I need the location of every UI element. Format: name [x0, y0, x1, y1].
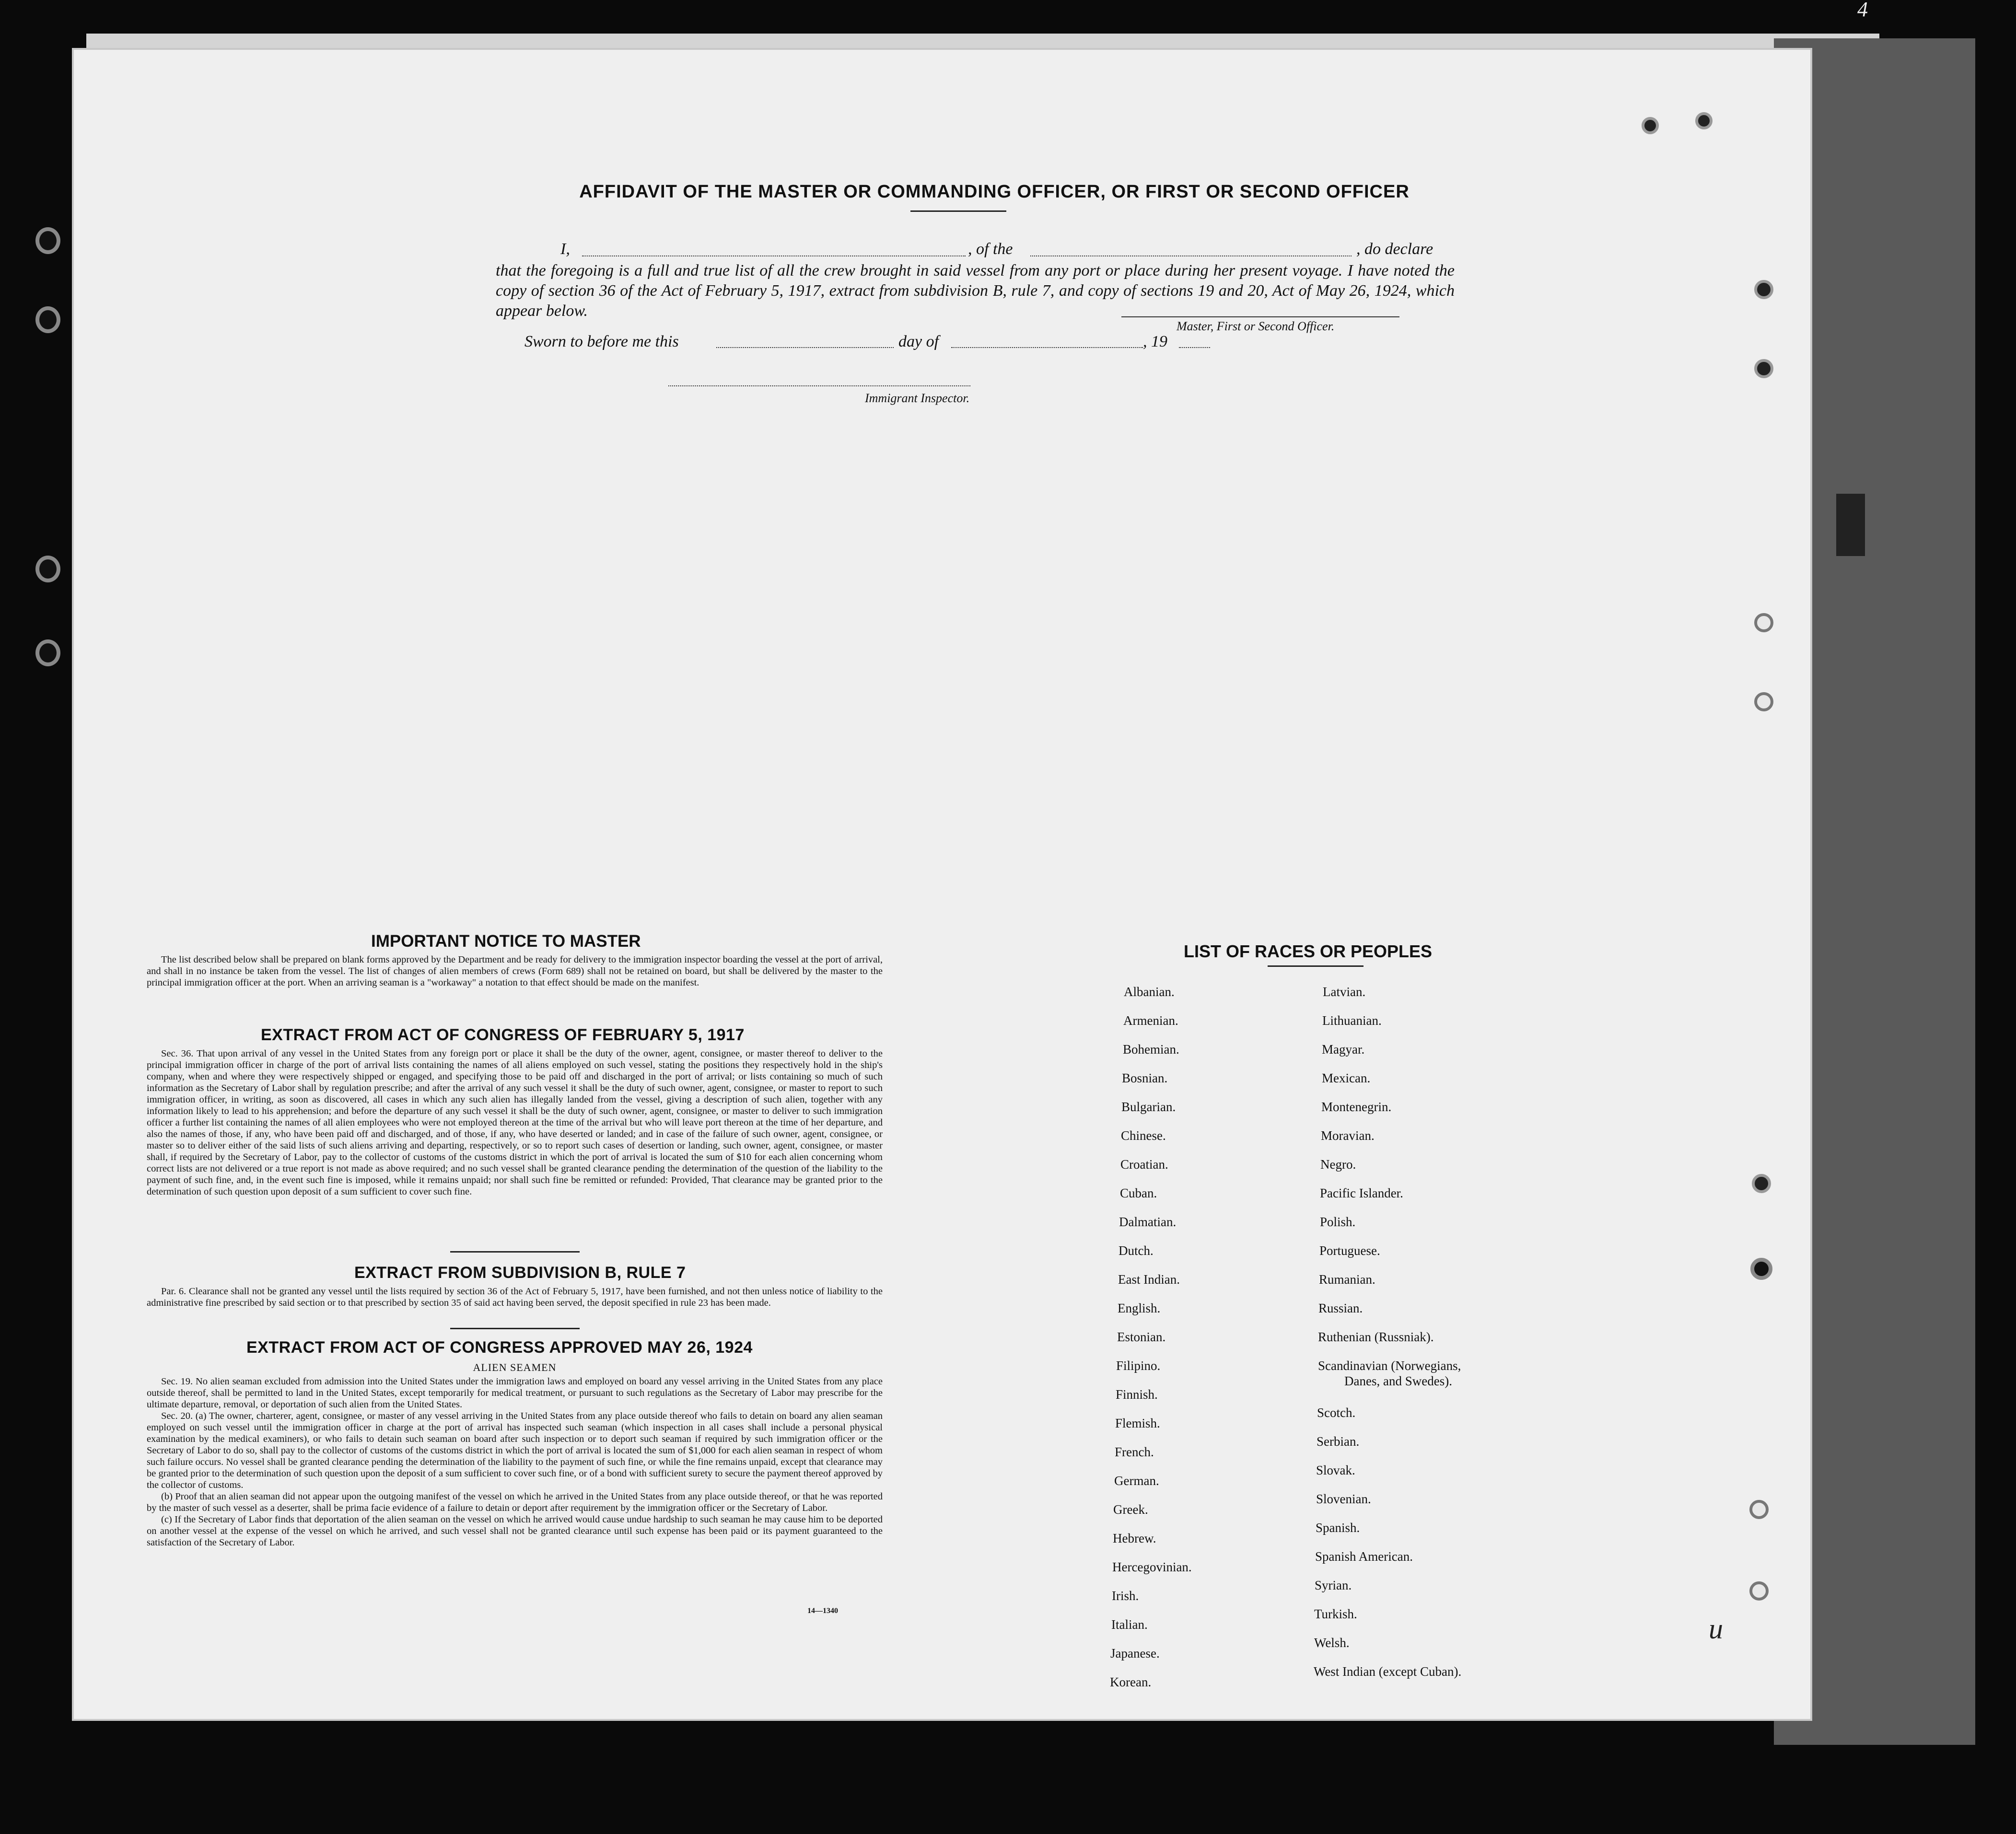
punch-hole	[1749, 1581, 1769, 1601]
race-item: Russian.	[1318, 1301, 1363, 1315]
race-item: Dutch.	[1119, 1243, 1154, 1258]
race-item: Pacific Islander.	[1320, 1186, 1403, 1200]
declaration-line	[493, 239, 1515, 260]
punch-hole	[1754, 359, 1773, 378]
punch-hole	[1754, 692, 1773, 711]
sec-19-text: Sec. 19. No alien seaman excluded from admission into the United States under the immigration laws and employed on board any vessel arriving in the United States from any place outside thereof, shall be permitted to land in the United States, except temporarily for medical treatment, or pursuant to such regulations as the Secretary of Labor may prescribe for the ultimate departure, removal, or deportation of such alien from the United States.	[147, 1376, 883, 1410]
sec-20b-text: (b) Proof that an alien seaman did not appear upon the outgoing manifest of the vessel on which he arrived in the United States from any place outside thereof, or that he was reported by the master of such vessel as a deserter, shall be prima facie evidence of a failure to detain or deport after requirement by the immigration officer or the Secretary of Labor.	[147, 1491, 883, 1513]
race-item: Portuguese.	[1319, 1243, 1380, 1258]
extract-1917-title: EXTRACT FROM ACT OF CONGRESS OF FEBRUARY 5, 1917	[261, 1026, 745, 1044]
race-item: Scandinavian (Norwegians,	[1318, 1358, 1461, 1373]
race-item: Hercegovinian.	[1112, 1560, 1192, 1574]
sworn-line	[524, 332, 1292, 353]
race-item: Syrian.	[1315, 1578, 1352, 1592]
race-item: Serbian.	[1317, 1434, 1360, 1449]
handwritten-page-number: 4	[1857, 0, 1868, 21]
document-page	[72, 0, 1868, 1721]
punch-hole	[1642, 117, 1659, 134]
inspector-label: Immigrant Inspector.	[865, 391, 970, 405]
race-item: Negro.	[1320, 1157, 1356, 1172]
vessel-field[interactable]	[1030, 255, 1352, 256]
race-item: Ruthenian (Russniak).	[1318, 1330, 1434, 1344]
race-item: Polish.	[1320, 1215, 1356, 1229]
race-item: Chinese.	[1121, 1128, 1166, 1143]
sworn-year-field[interactable]	[1179, 347, 1210, 348]
extract-1924-body	[147, 1376, 883, 1548]
race-item: English.	[1118, 1301, 1161, 1315]
punch-hole	[35, 639, 60, 666]
notice-text: The list described below shall be prepared on blank forms approved by the Department and be ready for delivery to the immigration inspector boarding the vessel at the port of arrival, and shall in no instance be taken from the vessel. The list of changes of alien members of crews (Form 689) shall not be retained on board, but shall be delivered by the master to the principal immigration officer at the port. When an arriving seaman is a "workaway" a notation to that effect should be made on the manifest.	[147, 954, 883, 988]
title-underline	[910, 210, 1006, 212]
declaration-i: I,	[560, 240, 570, 258]
name-field[interactable]	[582, 255, 966, 256]
race-item: Slovenian.	[1316, 1492, 1371, 1506]
punch-hole	[1750, 1258, 1772, 1280]
signature-line[interactable]	[1121, 316, 1399, 317]
inspector-signature-line[interactable]	[668, 385, 970, 386]
race-item: Greek.	[1113, 1502, 1148, 1517]
race-item: Albanian.	[1124, 985, 1175, 999]
race-item: West Indian (except Cuban).	[1314, 1664, 1462, 1679]
declaration-text: that the foregoing is a full and true list of all the crew brought in said vessel from any port or place during her present voyage. I have noted the copy of section 36 of the Act of February 5, 1917, extract from subdivision B, rule 7, and copy of sections 19 and 20, Act of May 26, 1924, which appear below.	[496, 262, 1455, 320]
affidavit-title: AFFIDAVIT OF THE MASTER OR COMMANDING OFFICER, OR FIRST OR SECOND OFFICER	[579, 182, 1410, 202]
form-number: 14—1340	[807, 1607, 838, 1615]
race-item: East Indian.	[1118, 1272, 1180, 1287]
race-item: Flemish.	[1115, 1416, 1160, 1430]
race-item: Croatian.	[1120, 1157, 1168, 1172]
extract-1924-title: EXTRACT FROM ACT OF CONGRESS APPROVED MAY 26, 1924	[246, 1338, 753, 1357]
race-item: Magyar.	[1322, 1042, 1365, 1056]
race-item: Bosnian.	[1122, 1071, 1168, 1085]
sworn-day-of: day of	[898, 333, 939, 350]
race-item: Armenian.	[1123, 1013, 1178, 1028]
punch-hole	[35, 306, 60, 333]
race-item: Scotch.	[1317, 1405, 1356, 1420]
extract-1917-text: Sec. 36. That upon arrival of any vessel in the United States from any foreign port or place it shall be the duty of the owner, agent, consignee, or master thereof to deliver to the principal immigration officer in charge of the port of arrival lists containing the names of all aliens employed on such vessel, stating the positions they respectively hold in the ship's company, when and where they were respectively shipped or engaged, and specifying those to be paid off and discharged in the port of arrival; or lists containing so much of such information as the Secretary of Labor shall by regulation prescribe; and after the arrival of any such vessel it shall be the duty of such owner, agent, consignee, or master to report to such immigration officer, in writing, as soon as discovered, all cases in which any such alien has illegally landed from the vessel, giving a description of such alien, together with any information likely to lead to his apprehension; and before the departure of any such vessel it shall be the duty of such owner, agent, consignee, or master to deliver to such immigration officer a further list containing the names of all alien employees who were not employed thereon at the time of the arrival but who will leave port thereon at the time of her departure, and also the names of those, if any, who have been paid off and discharged, and of those, if any, who have deserted or landed; and in case of the failure of such owner, agent, consignee, or master so to deliver either of the said lists of such aliens arriving and departing, respectively, or so to report such cases of desertion or landing, such owner, agent, consignee, or master shall, if required by the Secretary of Labor, pay to the collector of customs of the customs district in which the port of arrival is located the sum of $10 for each alien concerning whom correct lists are not delivered or a true report is not made as above required; and no such vessel shall be granted clearance pending the determination of the question of the liability to the payment of such fine, and, in the event such fine is imposed, while it remains unpaid; nor shall such fine be remitted or refunded: Provided, That clearance may be granted prior to the determination of such question upon deposit of a sum sufficient to cover such fine.	[147, 1048, 883, 1197]
race-item: Danes, and Swedes).	[1344, 1374, 1452, 1388]
race-item: Dalmatian.	[1119, 1215, 1177, 1229]
sworn-prefix: Sworn to before me this	[524, 333, 679, 350]
punch-hole	[35, 556, 60, 582]
race-item: Estonian.	[1117, 1330, 1166, 1344]
race-item: Turkish.	[1314, 1607, 1357, 1621]
race-item: Lithuanian.	[1322, 1013, 1382, 1028]
section-divider	[450, 1251, 580, 1253]
sec-20a-text: Sec. 20. (a) The owner, charterer, agent, consignee, or master of any vessel arriving in the United States from any place outside thereof who fails to detain on board any alien seaman employed on such vessel until the immigration officer in charge at the port of arrival has inspected such seaman (which inspection in all cases shall include a personal physical examination by the medical examiners), or who fails to detain such seaman on board after such inspection or to deport such seaman if required by such immigration officer or the Secretary of Labor to do so, shall pay to the collector of customs of the customs district in which the port of arrival is located the sum of $1,000 for each alien seaman in respect of whom such failure occurs. No vessel shall be granted clearance pending the determination of the liability to the payment of such fine, or while the fine remains unpaid, except that clearance may be granted prior to the determination of such question upon the deposit of a sum sufficient to cover such fine, or of a bond with sufficient surety to secure the payment thereof approved by the collector of customs.	[147, 1411, 883, 1490]
punch-hole	[35, 227, 60, 254]
race-item: Irish.	[1112, 1589, 1139, 1603]
sheet-tab	[1836, 494, 1865, 556]
races-underline	[1268, 965, 1363, 967]
race-item: Welsh.	[1314, 1636, 1350, 1650]
race-item: German.	[1114, 1474, 1159, 1488]
race-item: Bohemian.	[1123, 1042, 1179, 1056]
races-title: LIST OF RACES OR PEOPLES	[1184, 941, 1433, 961]
punch-hole	[1754, 280, 1773, 299]
punch-hole	[1752, 1174, 1771, 1193]
sworn-year-prefix: , 19	[1143, 333, 1167, 350]
race-item: Italian.	[1111, 1617, 1148, 1632]
race-item: Mexican.	[1322, 1071, 1371, 1085]
sworn-day-field[interactable]	[716, 347, 894, 348]
race-item: Japanese.	[1110, 1646, 1160, 1660]
race-item: Spanish.	[1316, 1521, 1360, 1535]
punch-hole	[1754, 613, 1773, 632]
punch-hole	[1695, 112, 1713, 129]
signature-label: Master, First or Second Officer.	[1177, 319, 1335, 333]
race-item: Cuban.	[1120, 1186, 1157, 1200]
race-item: Montenegrin.	[1321, 1100, 1392, 1114]
race-item: French.	[1115, 1445, 1154, 1459]
extract-rule7-text: Par. 6. Clearance shall not be granted any vessel until the lists required by section 36 of the Act of February 5, 1917, have been furnished, and not then unless notice of liability to the administrative fine prescribed by said section or to that prescribed by section 35 of said act having been served, the deposit specified in rule 23 has been made.	[147, 1286, 883, 1308]
declaration-of-the: , of the	[968, 240, 1013, 258]
notice-title: IMPORTANT NOTICE TO MASTER	[371, 932, 641, 951]
extract-rule7-title: EXTRACT FROM SUBDIVISION B, RULE 7	[354, 1264, 686, 1282]
sworn-month-field[interactable]	[951, 347, 1143, 348]
race-item: Filipino.	[1116, 1358, 1161, 1373]
race-item: Rumanian.	[1319, 1272, 1375, 1287]
race-item: Bulgarian.	[1121, 1100, 1176, 1114]
race-item: Moravian.	[1321, 1128, 1375, 1143]
alien-seamen-subtitle: ALIEN SEAMEN	[473, 1361, 557, 1373]
race-item: Slovak.	[1316, 1463, 1355, 1477]
punch-hole	[1749, 1500, 1769, 1519]
sec-20c-text: (c) If the Secretary of Labor finds that deportation of the alien seaman on the vessel on which he arrived would cause undue hardship to such seaman he may cause him to be deported on another vessel at the expense of the vessel on which he arrived, and such vessel shall not be granted clearance until such expense has been paid or its payment guaranteed to the satisfaction of the Secretary of Labor.	[147, 1514, 883, 1548]
race-item: Korean.	[1110, 1675, 1152, 1689]
race-item: Finnish.	[1116, 1387, 1158, 1402]
section-divider	[450, 1328, 580, 1329]
race-item: Spanish American.	[1315, 1549, 1413, 1564]
race-item: Hebrew.	[1113, 1531, 1156, 1545]
race-item: Latvian.	[1323, 985, 1366, 999]
declaration-end: , do declare	[1356, 240, 1433, 258]
handwritten-mark: u	[1709, 1613, 1723, 1645]
